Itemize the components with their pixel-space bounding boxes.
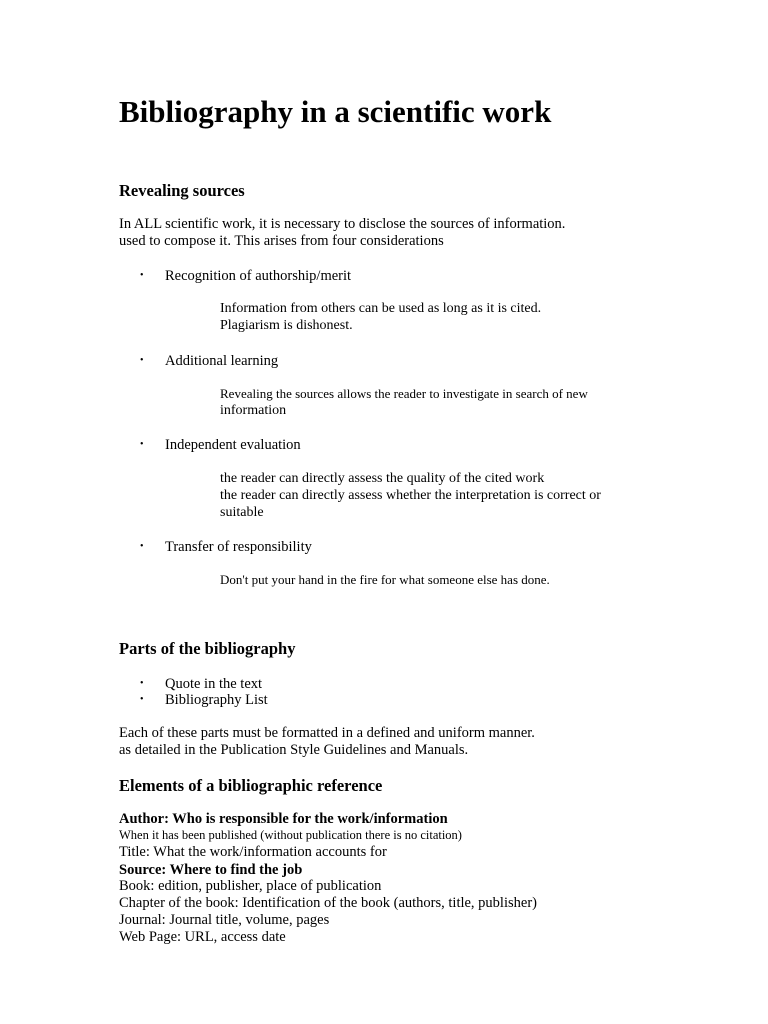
element-source: Source: Where to find the job <box>119 862 303 878</box>
list-item-label: Recognition of authorship/merit <box>165 268 352 284</box>
element-book: Book: edition, publisher, place of publication <box>119 878 382 894</box>
element-author: Author: Who is responsible for the work/information <box>119 811 448 827</box>
element-chapter: Chapter of the book: Identification of the book (authors, title, publisher) <box>119 895 537 911</box>
list-item-recognition <box>140 267 351 285</box>
detail-line: Information from others can be used as long as it is cited. <box>220 301 542 316</box>
section-heading-elements: Elements of a bibliographic reference <box>119 776 383 795</box>
detail-line: Don't put your hand in the fire for what someone else has done. <box>220 572 550 587</box>
bullet-icon: • <box>140 694 144 705</box>
list-item-label: Transfer of responsibility <box>165 539 312 555</box>
bullet-icon: • <box>140 355 144 366</box>
bullet-icon: • <box>140 439 144 450</box>
list-item-label: Bibliography List <box>165 692 268 708</box>
section-heading-parts: Parts of the bibliography <box>119 639 296 658</box>
section-heading-revealing: Revealing sources <box>119 181 245 200</box>
detail-line: suitable <box>220 505 264 520</box>
bullet-icon: • <box>140 678 144 689</box>
list-item-label: Additional learning <box>165 353 279 369</box>
detail-line: Plagiarism is dishonest. <box>220 318 353 333</box>
detail-line: the reader can directly assess whether the interpretation is correct or <box>220 488 601 503</box>
intro-line-1: In ALL scientific work, it is necessary to disclose the sources of information. <box>119 216 566 232</box>
list-item-label: Quote in the text <box>165 676 263 692</box>
element-web-page: Web Page: URL, access date <box>119 929 286 945</box>
parts-note-line-2: as detailed in the Publication Style Guidelines and Manuals. <box>119 742 469 758</box>
list-item-transfer-responsibility <box>140 538 312 556</box>
list-item-label: Independent evaluation <box>165 437 301 453</box>
list-item-independent-evaluation <box>140 436 301 454</box>
list-item-additional-learning <box>140 352 278 370</box>
detail-line: the reader can directly assess the quality of the cited work <box>220 471 545 486</box>
page-title: Bibliography in a scientific work <box>119 94 552 129</box>
element-title: Title: What the work/information accounts for <box>119 844 387 860</box>
intro-line-2: used to compose it. This arises from four considerations <box>119 233 444 249</box>
bullet-icon: • <box>140 270 144 281</box>
element-date: When it has been published (without publication there is no citation) <box>119 828 462 842</box>
parts-note-line-1: Each of these parts must be formatted in a defined and uniform manner. <box>119 725 535 741</box>
element-journal: Journal: Journal title, volume, pages <box>119 912 330 928</box>
detail-line: information <box>220 403 287 418</box>
detail-line: Revealing the sources allows the reader to investigate in search of new <box>220 386 588 401</box>
bullet-icon: • <box>140 541 144 552</box>
list-item-bibliography-list <box>140 691 268 709</box>
